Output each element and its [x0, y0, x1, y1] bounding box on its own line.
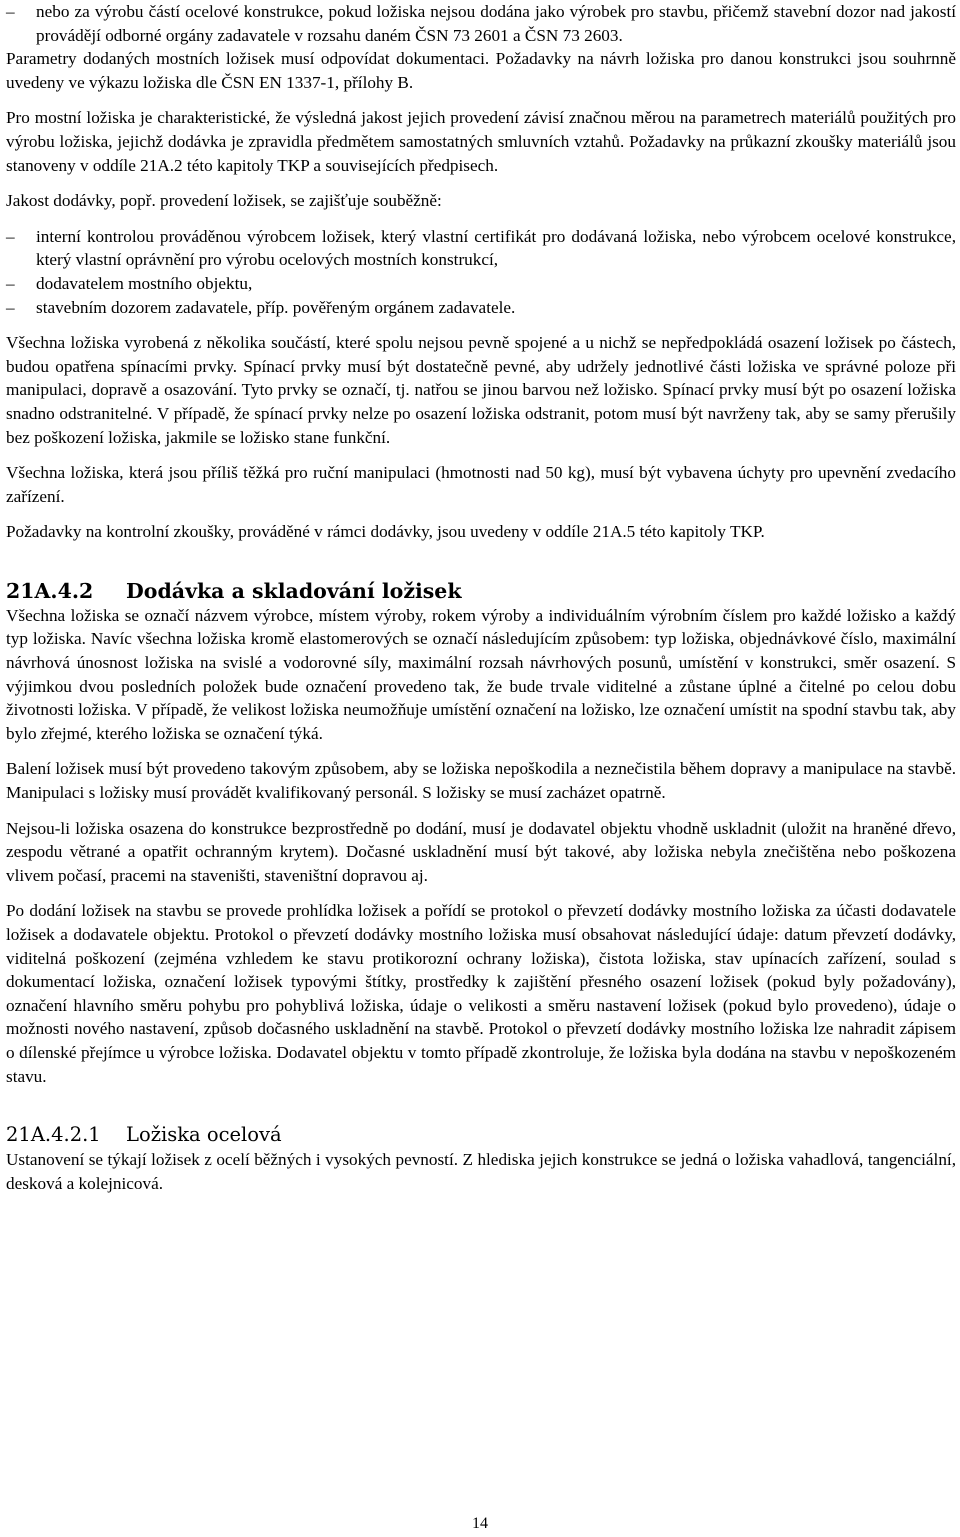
list-item	[6, 0, 956, 47]
dash-marker: –	[6, 226, 15, 246]
page-number: 14	[472, 1515, 488, 1532]
section-title: Dodávka a skladování ložisek	[126, 578, 462, 603]
list-item-text: interní kontrolou prováděnou výrobcem ložisek, který vlastní certifikát pro dodávaná ložiska, nebo výrobcem ocelové konstrukce, který vlastní oprávnění pro výrobu ocelových mostních konstrukcí,	[36, 226, 956, 270]
list-item	[6, 296, 956, 320]
dash-marker: –	[6, 273, 15, 293]
list-item	[6, 225, 956, 272]
paragraph-kontrolni-zkousky: Požadavky na kontrolní zkoušky, prováděné v rámci dodávky, jsou uvedeny v oddíle 21A.5 této kapitoly TKP.	[6, 522, 765, 542]
paragraph-pro-mostni-loziska: Pro mostní ložiska je charakteristické, že výsledná jakost jejich provedení závisí značnou měrou na parametrech materiálů použitých pro výrobu ložiska, jejichž dodávka je zpravidla předmětem samostatných smluvních vztahů. Požadavky na průkazní zkoušky materiálů jsou stanoveny v oddíle 21A.2 této kapitoly TKP a souvisejících předpisech.	[6, 108, 956, 175]
list-item-text: dodavatelem mostního objektu,	[36, 273, 253, 293]
paragraph-jakost-dodavky: Jakost dodávky, popř. provedení ložisek, se zajišťuje souběžně:	[6, 191, 442, 211]
paragraph-spinaci-prvky: Všechna ložiska vyrobená z několika součástí, které spolu nejsou pevně spojené a u nichž se nepředpokládá osazení ložisek po částech, budou opatřena spínacími prvky. Spínací prvky musí být dostatečně pevné, aby udržely jednotlivé části ložiska ve správné poloze při manipulaci, dopravě a osazování. Tyto prvky se označí, tj. natřou se jinou barvou než ložisko. Spínací prvky musí být po osazení ložiska snadno odstranitelné. V případě, že spínací prvky nelze po osazení ložiska odstranit, potom musí být navrženy tak, aby se samy přerušily bez poškození ložiska, jakmile se ložisko stane funkční.	[6, 333, 956, 447]
paragraph-tezka-loziska: Všechna ložiska, která jsou příliš těžká pro ruční manipulaci (hmotnosti nad 50 kg), musí být vybavena úchyty pro upevnění zvedacího zařízení.	[6, 463, 956, 506]
paragraph-ustanoveni: Ustanovení se týkají ložisek z ocelí běžných i vysokých pevností. Z hlediska jejich konstrukce se jedná o ložiska vahadlová, tangenciální, desková a kolejnicová.	[6, 1150, 956, 1193]
section-heading-21A42	[6, 578, 956, 604]
paragraph-oznaceni-lozisek: Všechna ložiska se označí názvem výrobce, místem výroby, rokem výroby a individuálním výrobním číslem pro každé ložisko a každý typ ložiska. Navíc všechna ložiska kromě elastomerových se označí následujícím způsobem: typ ložiska, objednávkové číslo, maximální návrhová únosnost ložiska na svislé a vodorovné síly, maximální rozsah návrhových posunů, umístění v konstrukci, směr osazení. S výjimkou dvou posledních položek bude označení provedeno tak, že bude trvale viditelné a zůstane úplné a čitelné po celou dobu životnosti ložiska. V případě, že velikost ložiska neumožňuje umístění označení na ložisko, lze označení umístit na spodní stavbu tak, aby bylo zřejmé, kterého ložiska se označení týká.	[6, 605, 956, 743]
paragraph-protokol-prevzeti: Po dodání ložisek na stavbu se provede prohlídka ložisek a pořídí se protokol o převzetí dodávky mostního ložiska za účasti dodavatele ložisek a dodavatele objektu. Protokol o převzetí dodávky mostního ložiska musí obsahovat následující údaje: datum převzetí dodávky, viditelná poškození (zejména vzhledem ke stavu protikorozní ochrany ložiska), čistota ložiska, stav upínacích zařízení, soulad s dokumentací ložiska, označení ložisek typovými štítky, prostředky k zajištění přesného osazení ložisek (pokud byly požadovány), označení hlavního směru pohybu pro pohyblivá ložiska, údaje o velikosti a směru nastavení ložisek (pokud bylo provedeno), údaje o možnosti nového nastavení, způsob dočasného uskladnění na stavbě. Protokol o převzetí dodávky mostního ložiska lze nahradit zápisem o dílenské přejímce u výrobce ložiska. Dodavatel objektu v tomto případě zkontroluje, že ložiska byla dodána na stavbu v nepoškozeném stavu.	[6, 901, 956, 1086]
section-heading-21A421	[6, 1122, 956, 1148]
section-number: 21A.4.2	[6, 578, 94, 603]
intro-bullet-list	[6, 0, 956, 47]
dash-marker: –	[6, 2, 15, 21]
document-page	[6, 0, 956, 1195]
list-item-text: nebo za výrobu částí ocelové konstrukce, pokud ložiska nejsou dodána jako výrobek pro stavbu, přičemž stavební dozor nad jakostí provádějí odborné orgány zadavatele v rozsahu daném ČSN 73 2601 a ČSN 73 2603.	[36, 2, 956, 45]
paragraph-parametry: Parametry dodaných mostních ložisek musí odpovídat dokumentaci. Požadavky na návrh ložiska pro danou konstrukci jsou souhrnně uvedeny ve výkazu ložiska dle ČSN EN 1337-1, přílohy B.	[6, 49, 956, 92]
paragraph-baleni: Balení ložisek musí být provedeno takovým způsobem, aby se ložiska nepoškodila a neznečistila během dopravy a manipulace na stavbě. Manipulaci s ložisky musí provádět kvalifikovaný personál. S ložisky se musí zacházet opatrně.	[6, 759, 956, 803]
paragraph-uskladneni: Nejsou-li ložiska osazena do konstrukce bezprostředně po dodání, musí je dodavatel objektu vhodně uskladnit (uložit na hraněné dřevo, zespodu větrané a opatřit ochranným krytem). Dočasné uskladnění musí být takové, aby ložiska nebyla znečištěna nebo poškozena vlivem počasí, pracemi na staveništi, staveništní dopravou aj.	[6, 818, 956, 885]
section-title: Ložiska ocelová	[126, 1123, 282, 1147]
quality-assurance-list	[6, 225, 956, 319]
section-number: 21A.4.2.1	[6, 1123, 101, 1147]
list-item	[6, 272, 956, 296]
list-item-text: stavebním dozorem zadavatele, příp. pověřeným orgánem zadavatele.	[36, 297, 516, 317]
dash-marker: –	[6, 297, 15, 317]
